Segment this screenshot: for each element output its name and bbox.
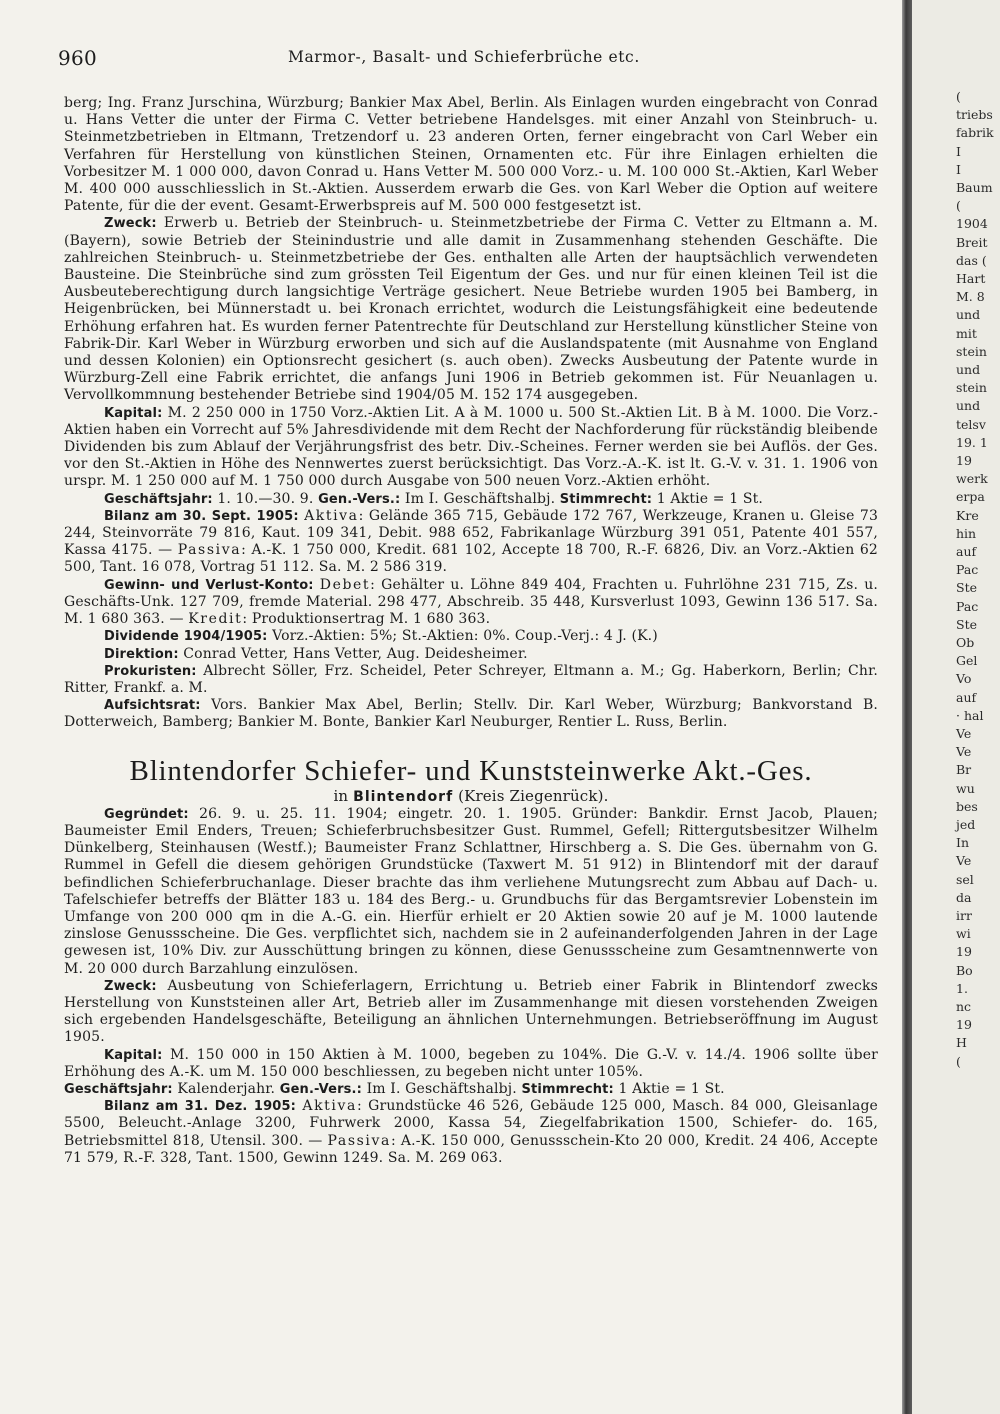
adjacent-fragment: sel bbox=[956, 871, 974, 887]
adjacent-fragment: Ve bbox=[956, 744, 972, 760]
gv-text: Im I. Geschäftshalbj. bbox=[361, 1080, 522, 1097]
bilanz-label: Bilanz am 30. Sept. 1905: bbox=[104, 508, 299, 524]
adjacent-fragment: Gel bbox=[956, 653, 978, 669]
adjacent-fragment: triebs bbox=[956, 107, 993, 123]
entry1-continuation: berg; Ing. Franz Jurschina, Würzburg; Bankier Max Abel, Berlin. Als Einlagen wurden eingebracht von Conrad u. Hans Vetter die unter der Firma C. Vetter betriebene Handelsges. mit einer Anzahl von Steinbruch- u. Steinmetzbetrieben in Eltmann, Tretzendorf u. 23 anderen Orten, ferner eingebracht von Carl Weber ein Verfahren für Herstellung von künstlichen Steinen, Ornamenten etc. Für ihre Einlagen erhielten die Vorbesitzer M. 1 000 000, davon Conrad u. Hans Vetter M. 500 000 Vorz.- u. M. 100 000 St.-Aktien, Karl Weber M. 400 000 ausschliesslich in St.-Aktien. Ausserdem erwarb die Ges. von Karl Weber die Option auf weitere Patente, für die der event. Gesamt-Erwerbspreis auf M. 500 000 festgesetzt ist. bbox=[64, 95, 878, 215]
text-column bbox=[64, 95, 878, 1167]
adjacent-fragment: 19 bbox=[956, 1017, 972, 1033]
adjacent-fragment: mit bbox=[956, 325, 977, 341]
adjacent-fragment: Vo bbox=[956, 671, 972, 687]
adjacent-fragment: 19. 1 bbox=[956, 434, 988, 450]
adjacent-fragment: Pac bbox=[956, 562, 979, 578]
adjacent-fragment: ( bbox=[956, 89, 961, 104]
adjacent-fragment: Pac bbox=[956, 598, 979, 614]
location-in: in bbox=[333, 786, 354, 805]
adjacent-fragment: 19 bbox=[956, 944, 972, 960]
adjacent-fragment: Bo bbox=[956, 962, 973, 978]
kredit-word: Kredit bbox=[188, 611, 243, 628]
adjacent-fragment: ( bbox=[956, 1053, 961, 1069]
adjacent-fragment: 1. bbox=[956, 980, 968, 996]
adjacent-fragment: und bbox=[956, 398, 981, 414]
gv-text: Im I. Geschäftshalbj. bbox=[400, 490, 560, 507]
adjacent-fragment: Ste bbox=[956, 616, 977, 632]
kapital-label: Kapital: bbox=[104, 1047, 163, 1063]
direktion-label: Direktion: bbox=[104, 646, 179, 662]
kredit-text: : Produktionsertrag M. 1 680 363. bbox=[242, 611, 491, 628]
direktion-text: Conrad Vetter, Hans Vetter, Aug. Deidesheimer. bbox=[178, 645, 528, 662]
kapital-text: M. 150 000 in 150 Aktien à M. 1000, begeben zu 104%. Die G.-V. v. 14./4. 1906 sollte über Erhöhung des A.-K. um M. 150 000 beschliessen, zu begeben nicht unter 105%. bbox=[64, 1046, 878, 1080]
adjacent-fragment: Ve bbox=[956, 726, 972, 741]
aufsichtsrat-text: Vors. Bankier Max Abel, Berlin; Stellv. Dir. Karl Weber, Würzburg; Bankvorstand B. Dotterweich, Bamberg; Bankier M. Bonte, Bankier Karl Neuburger, Rentier L. Russ, Berlin. bbox=[64, 697, 878, 731]
location-town: Blintendorf bbox=[353, 788, 454, 805]
kapital-text: M. 2 250 000 in 1750 Vorz.-Aktien Lit. A à M. 1000 u. 500 St.-Aktien Lit. B à M. 1000. Die Vorz.-Aktien haben ein Vorrecht auf 5% Jahresdividende mit dem Recht der Nachforderung für rückständig bleibende Dividenden bis zum Ablauf der Verjährungsfrist des betr. Div.-Scheines. Ferner werden sie bei Auflös. der Ges. vor den St.-Aktien in Höhe des Nennwertes zuerst berücksichtigt. Das Vorz.-A.-K. ist lt. G.-V. v. 31. 1. 1906 von urspr. M. 1 250 000 auf M. 1 750 000 durch Ausgabe von 500 neuen Vorz.-Aktien erhöht. bbox=[64, 404, 878, 490]
adjacent-fragment: fabrik bbox=[956, 125, 994, 141]
adjacent-fragment: stein bbox=[956, 343, 987, 359]
adjacent-fragment: Breit bbox=[956, 234, 988, 250]
gegruendet-label: Gegründet: bbox=[104, 806, 189, 822]
dividende-text: Vorz.-Aktien: 5%; St.-Aktien: 0%. Coup.-Verj.: 4 J. (K.) bbox=[267, 628, 658, 645]
adjacent-fragment: Kre bbox=[956, 507, 979, 523]
adjacent-fragment: I bbox=[956, 143, 961, 159]
adjacent-fragment: Ve bbox=[956, 853, 972, 869]
adjacent-fragment: · hal bbox=[956, 707, 984, 723]
gv-label: Gen.-Vers.: bbox=[318, 491, 401, 507]
company-location bbox=[64, 788, 878, 806]
aufsichtsrat-label: Aufsichtsrat: bbox=[104, 698, 201, 714]
adjacent-fragment: M. 8 bbox=[956, 289, 985, 305]
gv-label: Gen.-Vers.: bbox=[279, 1081, 362, 1097]
adjacent-fragment: Hart bbox=[956, 271, 986, 286]
entry1-guv bbox=[64, 577, 878, 629]
location-region: (Kreis Ziegenrück). bbox=[453, 786, 609, 805]
aktiva-word: Aktiva bbox=[302, 1098, 357, 1115]
aktiva-text: : Gelände 365 715, Gebäude 172 767, Werkzeuge, Kranen u. Gleise 73 244, Steinvorräte 79 816, Kaut. 109 341, Debit. 988 652, Fabrikanlage Würzburg 391 051, Patente 401 557, Kassa 4175. — bbox=[64, 507, 879, 559]
bilanz-label: Bilanz am 31. Dez. 1905: bbox=[104, 1099, 297, 1115]
prokuristen-text: Albrecht Söller, Frz. Scheidel, Peter Schreyer, Eltmann a. M.; Gg. Haberkorn, Berlin; Chr. Ritter, Frankf. a. M. bbox=[64, 662, 878, 696]
adjacent-fragment: und bbox=[956, 307, 981, 323]
kapital-label: Kapital: bbox=[104, 405, 163, 421]
debet-text: : Gehälter u. Löhne 849 404, Frachten u. Fuhrlöhne 231 715, Zs. u. Geschäfts-Unk. 127 709, fremde Material. 298 477, Abschreib. 35 448, Kursverlust 1093, Gewinn 136 517. Sa. M. 1 680 363. — bbox=[64, 576, 878, 628]
adjacent-fragment: hin bbox=[956, 525, 977, 541]
adjacent-fragment: wu bbox=[956, 780, 975, 796]
adjacent-page-edge bbox=[912, 0, 1000, 1414]
adjacent-fragment: stein bbox=[956, 380, 987, 396]
adjacent-fragment: telsv bbox=[956, 416, 986, 432]
adjacent-fragment: 19 bbox=[956, 453, 972, 468]
adjacent-fragment: erpa bbox=[956, 489, 985, 505]
gj-label: Geschäftsjahr: bbox=[104, 491, 213, 507]
zweck-text: Erwerb u. Betrieb der Steinbruch- u. Steinmetzbetriebe der Firma C. Vetter zu Eltmann a. M. (Bayern), sowie Betrieb der Steinindustrie und alle damit in Zusammenhang stehenden Geschäfte. Die zahlreichen Steinbruch- u. Steinmetzbetriebe der Ges. enthalten alle Arten der hauptsächlich verwendeten Bausteine. Die Steinbrüche sind zum grössten Teil Eigentum der Ges. und nur für einen kleinen Teil ist die Ausbeuteberechtigung durch langsichtige Verträge gesichert. Neue Betriebe wurden 1905 bei Bamberg, in Heigenbrücken, bei Münnerstadt u. bei Kronach errichtet, wodurch die Leistungsfähigkeit eine bedeutende Erhöhung erfahren hat. Es wurden ferner Patentrechte für Deutschland zur Herstellung künstlicher Steine von Fabrik-Dir. Karl Weber in Würzburg erworben und sich auf die Auslandspatente (mit Ausnahme von England und dessen Kolonien) ein Optionsrecht gesichert (s. auch oben). Zwecks Ausbeutung der Patente wurde in Würzburg-Zell eine Fabrik errichtet, die anfangs Juni 1906 in Betrieb gekommen ist. Für Neuanlagen u. Vervollkommnung bestehender Betriebe sind 1904/05 M. 152 174 ausgegeben. bbox=[64, 215, 878, 404]
aktiva-word: Aktiva bbox=[304, 507, 359, 524]
entry1-geschaeftsjahr bbox=[64, 491, 878, 508]
sr-text: 1 Aktie = 1 St. bbox=[613, 1080, 725, 1097]
entry2-geschaeftsjahr bbox=[64, 1081, 878, 1098]
aktiva-text: : Grundstücke 46 526, Gebäude 125 000, Masch. 84 000, Gleisanlage 5500, Beleucht.-Anlage 3200, Fuhrwerk 2000, Kassa 54, Ziegelfabrikation 1500, Schiefer- do. 165, Betriebsmittel 818, Utensil. 300. — bbox=[64, 1098, 878, 1149]
adjacent-fragment: bes bbox=[956, 798, 978, 814]
adjacent-fragment: das ( bbox=[956, 252, 987, 268]
gj-text: 1. 10.—30. 9. bbox=[212, 490, 319, 507]
adjacent-fragment: da bbox=[956, 889, 972, 905]
adjacent-fragment: wi bbox=[956, 926, 971, 942]
gj-text: Kalenderjahr. bbox=[172, 1080, 280, 1097]
prokuristen-label: Prokuristen: bbox=[104, 663, 197, 679]
adjacent-fragment: In bbox=[956, 835, 969, 851]
adjacent-fragment: ( bbox=[956, 198, 961, 214]
passiva-text: : A.-K. 1 750 000, Kredit. 681 102, Accepte 18 700, R.-F. 6826, Div. an Vorz.-Aktien 62 500, Tant. 16 078, Vortrag 51 112. Sa. M. 2 586 319. bbox=[64, 542, 878, 576]
sr-text: 1 Aktie = 1 St. bbox=[652, 490, 764, 507]
passiva-word: Passiva bbox=[327, 1132, 391, 1149]
entry2-zweck bbox=[64, 978, 878, 1047]
entry1-dividende bbox=[64, 628, 878, 645]
guv-label: Gewinn- und Verlust-Konto: bbox=[104, 577, 314, 593]
adjacent-fragment: 1904 bbox=[956, 216, 988, 232]
entry2-gegruendet bbox=[64, 806, 878, 978]
dividende-label: Dividende 1904/1905: bbox=[104, 629, 268, 645]
adjacent-fragment: und bbox=[956, 362, 981, 377]
entry1-prokuristen bbox=[64, 663, 878, 697]
adjacent-fragment: auf bbox=[956, 689, 977, 705]
adjacent-fragment: Ste bbox=[956, 580, 977, 596]
entry1-kapital bbox=[64, 405, 878, 491]
adjacent-fragment: nc bbox=[956, 999, 972, 1014]
passiva-text: : A.-K. 150 000, Genussschein-Kto 20 000, Kredit. 24 406, Accepte 71 579, R.-F. 328, Tant. 1500, Gewinn 1249. Sa. M. 269 063. bbox=[64, 1132, 878, 1166]
adjacent-fragment: H bbox=[956, 1035, 967, 1051]
zweck-label: Zweck: bbox=[104, 978, 157, 994]
entry1-aufsichtsrat bbox=[64, 697, 878, 731]
adjacent-fragment: werk bbox=[956, 471, 988, 487]
entry2-kapital bbox=[64, 1047, 878, 1081]
adjacent-fragment: jed bbox=[956, 817, 976, 832]
adjacent-fragment: Br bbox=[956, 762, 972, 778]
running-title: Marmor-, Basalt- und Schieferbrüche etc. bbox=[288, 48, 640, 66]
gegruendet-text: 26. 9. u. 25. 11. 1904; eingetr. 20. 1. 1905. Gründer: Bankdir. Ernst Jacob, Plauen; Baumeister Emil Enders, Treuen; Schieferbruchsbesitzer Gust. Rummel, Gefell; Rittergutsbesitzer Wilhelm Dünkelberg, Steinhausen (Westf.); Baumeister Franz Schlattner, Hirschberg a. S. Die Ges. übernahm von G. Rummel in Gefell die diesem gehörigen Grundstücke (Taxwert M. 51 912) in Blintendorf mit der darauf befindlichen Schieferbruchanlage. Dieser brachte das ihm verliehene Mutungsrecht zum Abbau auf Dach- u. Tafelschiefer betreffs der Blätter 183 u. 184 des Berg.- u. Grundbuchs für das Bergamtsrevier Lobenstein im Umfange von 200 000 qm in die A.-G. ein. Hierfür erhielt er 20 Aktien sowie 20 auf je M. 1000 lautende zinslose Genussscheine. Die Ges. verpflichtet sich, nachdem sie in 2 aufeinanderfolgenden Jahren in der Lage gewesen ist, 10% Div. zur Ausschüttung bringen zu können, diese Genussscheine zum Gesamtnennwerte von M. 20 000 durch Barzahlung einzulösen. bbox=[64, 805, 878, 977]
entry1-zweck bbox=[64, 215, 878, 404]
entry1-bilanz bbox=[64, 508, 878, 577]
sr-label: Stimmrecht: bbox=[521, 1081, 614, 1097]
adjacent-fragment: Ob bbox=[956, 635, 975, 650]
zweck-text: Ausbeutung von Schieferlagern, Errichtung u. Betrieb einer Fabrik in Blintendorf zwecks Herstellung von Kunststeinen aller Art, Betrieb aller im Zusammenhange mit diesen vorstehenden Zweigen sich ergebenden Handelsgeschäfte, Beteiligung an ähnlichen Unternehmungen. Betriebseröffnung im August 1905. bbox=[64, 977, 878, 1046]
adjacent-fragment: I bbox=[956, 161, 961, 177]
zweck-label: Zweck: bbox=[104, 216, 157, 232]
debet-word: Debet bbox=[319, 576, 371, 593]
entry2-bilanz bbox=[64, 1098, 878, 1167]
company-title: Blintendorfer Schiefer- und Kunststeinwerke Akt.-Ges. bbox=[129, 754, 813, 787]
page-number: 960 bbox=[58, 46, 98, 70]
book-gutter bbox=[902, 0, 912, 1414]
passiva-word: Passiva bbox=[177, 542, 242, 559]
sr-label: Stimmrecht: bbox=[559, 491, 653, 507]
adjacent-fragment: Baum bbox=[956, 180, 993, 195]
adjacent-fragment: auf bbox=[956, 544, 977, 559]
entry1-direktion bbox=[64, 646, 878, 663]
adjacent-fragment: irr bbox=[956, 908, 972, 923]
gj-label: Geschäftsjahr: bbox=[64, 1081, 173, 1097]
